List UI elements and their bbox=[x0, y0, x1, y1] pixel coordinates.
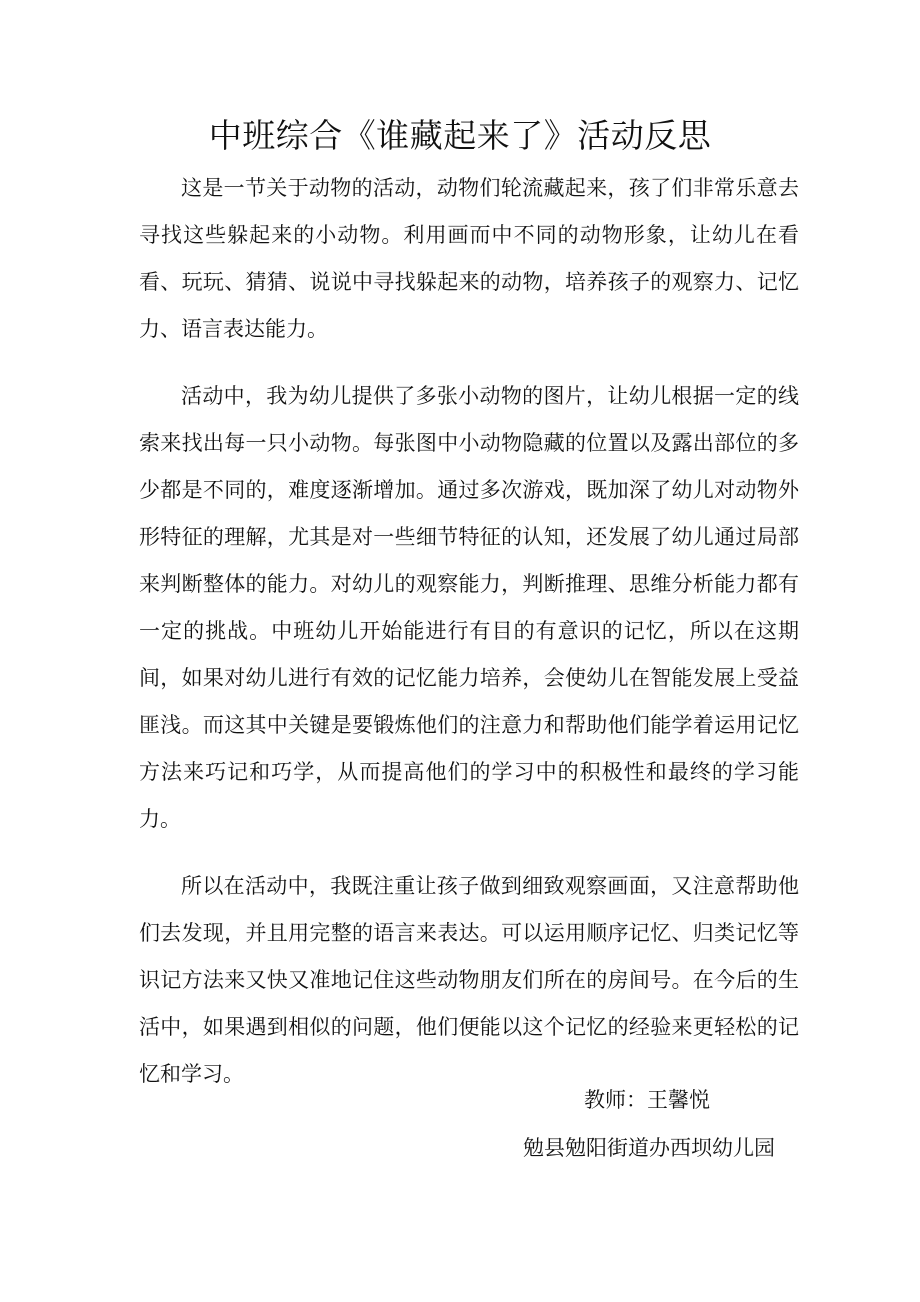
document-title: 中班综合《谁藏起来了》活动反思 bbox=[208, 116, 712, 155]
document-body bbox=[139, 165, 799, 1118]
teacher-signature: 教师：王馨悦 bbox=[584, 1088, 710, 1112]
paragraph-2: 活动中，我为幼儿提供了多张小动物的图片，让幼儿根据一定的线索来找出每一只小动物。每张图中小动物隐藏的位置以及露出部位的多少都是不同的，难度逐渐增加。通过多次游戏，既加深了幼儿对动物外形特征的理解，尤其是对一些细节特征的认知，还发展了幼儿通过局部来判断整体的能力。对幼儿的观察能力，判断推理、思维分析能力都有一定的挑战。中班幼儿开始能进行有目的有意识的记忆，所以在这期间，如果对幼儿进行有效的记忆能力培养，会使幼儿在智能发展上受益匪浅。而这其中关键是要锻炼他们的注意力和帮助他们能学着运用记忆方法来巧记和巧学，从而提高他们的学习中的积极性和最终的学习能力。 bbox=[139, 384, 799, 831]
school-name: 勉县勉阳街道办西坝幼儿园 bbox=[523, 1136, 775, 1160]
paragraph-3: 所以在活动中，我既注重让孩子做到细致观察画面，又注意帮助他们去发现，并且用完整的语言来表达。可以运用顺序记忆、归类记忆等识记方法来又快又准地记住这些动物朋友们所在的房间号。在今后的生活中，如果遇到相似的问题，他们便能以这个记忆的经验来更轻松的记忆和学习。 bbox=[139, 874, 799, 1086]
paragraph-1: 这是一节关于动物的活动，动物们轮流藏起来，孩了们非常乐意去寻找这些躲起来的小动物。利用画而中不同的动物形象，让幼儿在看看、玩玩、猜猜、说说中寻找躲起来的动物，培养孩子的观察力、记忆力、语言表达能力。 bbox=[139, 176, 799, 341]
